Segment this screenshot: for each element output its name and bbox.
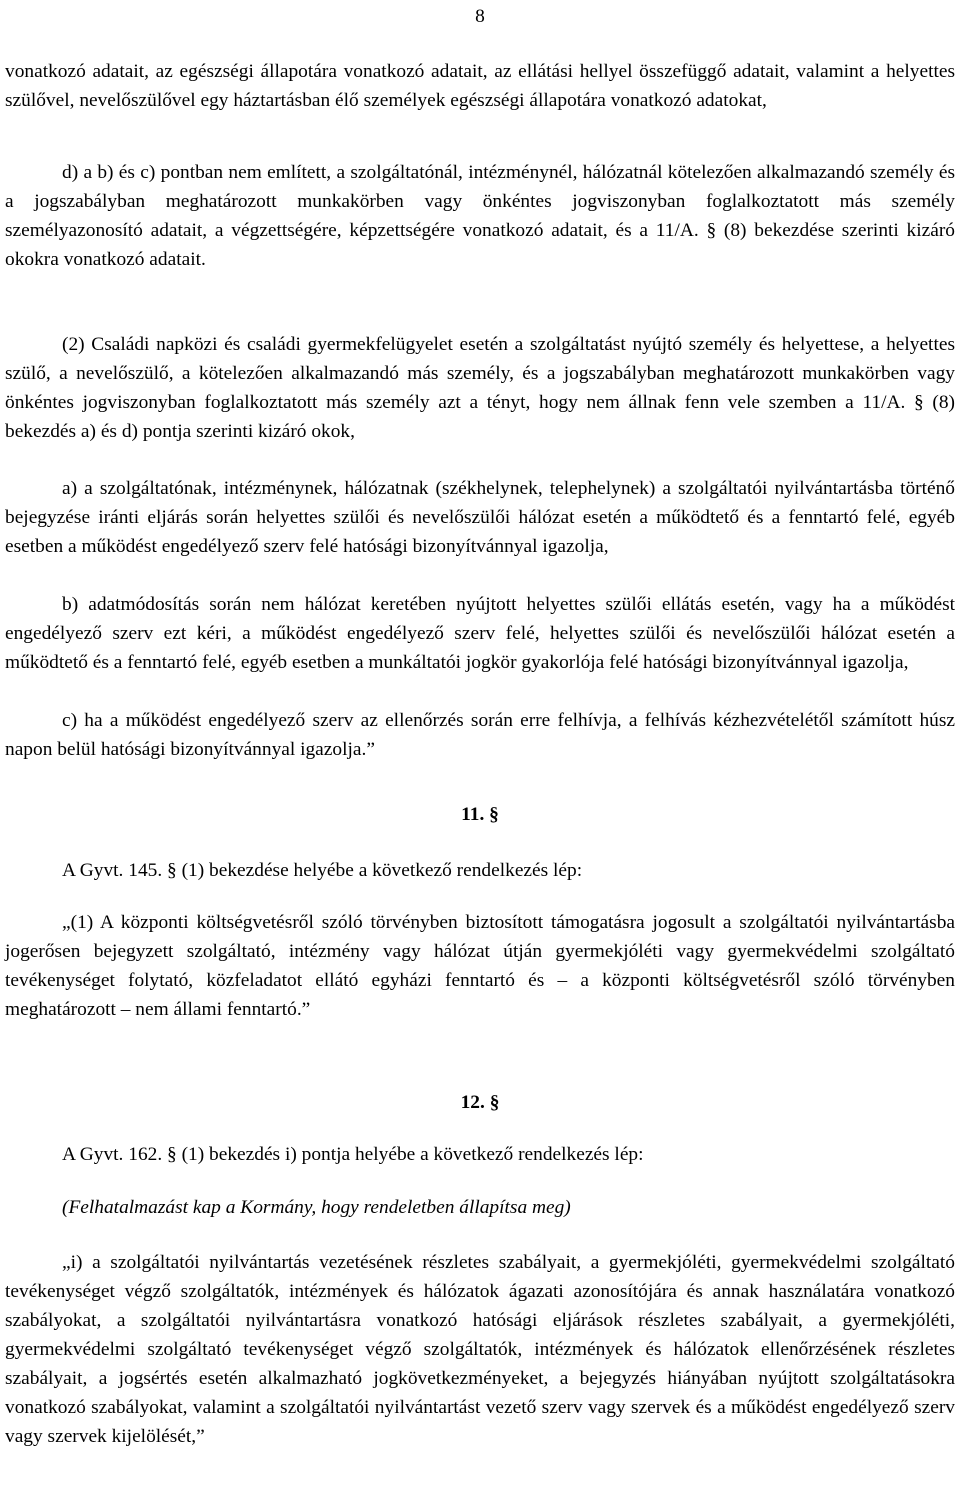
paragraph-section-2: (2) Családi napközi és családi gyermekfelügyelet esetén a szolgáltatást nyújtó személy és helyettese, a helyettes szülő, a nevelőszülő, a kötelezően alkalmazandó más személy, és a jogszabályban meghatározott munkakörben vagy önkéntes jogviszonyban foglalkoztatott más személy azt a tényt, hogy nem állnak fenn vele szemben a 11/A. § (8) bekezdés a) és d) pontja szerinti kizáró okok, [5,334,955,442]
amendment-text-145: „(1) A központi költségvetésről szóló törvényben biztosított támogatásra jogosult a szolgáltatói nyilvántartásba jogerősen bejegyzett szolgáltató, intézmény vagy hálózat útján gyermekjóléti vagy gyermekvédelmi szolgáltató tevékenységet folytató, közfeladatot ellátó egyházi fenntartó és – a központi költségvetésről szóló törvényben meghatározott – nem állami fenntartó.” [5,912,955,1020]
amendment-intro-162: A Gyvt. 162. § (1) bekezdés i) pontja helyébe a következő rendelkezés lép: [62,1144,644,1165]
paragraph-point-d: d) a b) és c) pontban nem említett, a szolgáltatónál, intézménynél, hálózatnál kötelezően alkalmazandó személy és a jogszabályban meghatározott munkakörben vagy önkéntes jogviszonyban foglalkoztatott más személy személyazonosító adatait, a végzettségére, képzettségére vonatkozó adatait, és a 11/A. § (8) bekezdése szerinti kizáró okokra vonatkozó adatait. [5,162,955,270]
page-number: 8 [475,6,485,27]
paragraph-point-a: a) a szolgáltatónak, intézménynek, hálózatnak (székhelynek, telephelynek) a szolgáltatói nyilvántartásba történő bejegyzése iránti eljárás során helyettes szülői és nevelőszülői hálózat esetén a működtető és a fenntartó felé, egyéb esetben a működést engedélyező szerv felé hatósági bizonyítvánnyal igazolja, [5,478,955,557]
paragraph-point-c: c) ha a működést engedélyező szerv az ellenőrzés során erre felhívja, a felhívás kézhezvételétől számított húsz napon belül hatósági bizonyítvánnyal igazolja.” [5,710,955,760]
amendment-text-162: „i) a szolgáltatói nyilvántartás vezetésének részletes szabályait, a gyermekjóléti, gyermekvédelmi szolgáltató tevékenységet végző szolgáltatók, intézmények és hálózatok ágazati azonosítójára és annak használatára vonatkozó szabályokat, a szolgáltatói nyilvántartásra vonatkozó hatósági eljárások részletes szabályait, a gyermekjóléti, gyermekvédelmi szolgáltató tevékenységet végző szolgáltatók, intézmények és hálózatok ellenőrzésének részletes szabályait, a jogsértés esetén alkalmazható jogkövetkezményeket, a bejegyzés hiányában nyújtott szolgáltatásokra vonatkozó szabályokat, valamint a szolgáltatói nyilvántartást vezető szerv vagy szervek és a működést engedélyező szerv vagy szervek kijelölését,” [5,1252,955,1447]
authorization-clause: (Felhatalmazást kap a Kormány, hogy rendeletben állapítsa meg) [62,1197,571,1218]
section-heading-12: 12. § [460,1092,500,1113]
section-heading-11: 11. § [461,804,499,825]
paragraph-point-b: b) adatmódosítás során nem hálózat keretében nyújtott helyettes szülői ellátás esetén, vagy ha a működést engedélyező szerv ezt kéri, a működést engedélyező szerv felé, helyettes szülői és nevelőszülői hálózat esetén a működtető és a fenntartó felé, egyéb esetben a munkáltatói jogkör gyakorlója felé hatósági bizonyítvánnyal igazolja, [5,594,955,673]
amendment-intro-145: A Gyvt. 145. § (1) bekezdése helyébe a következő rendelkezés lép: [62,860,583,881]
paragraph-continuation: vonatkozó adatait, az egészségi állapotára vonatkozó adatait, az ellátási hellyel összefüggő adatait, valamint a helyettes szülővel, nevelőszülővel egy háztartásban élő személyek egészségi állapotára vonatkozó adatokat, [5,61,955,111]
